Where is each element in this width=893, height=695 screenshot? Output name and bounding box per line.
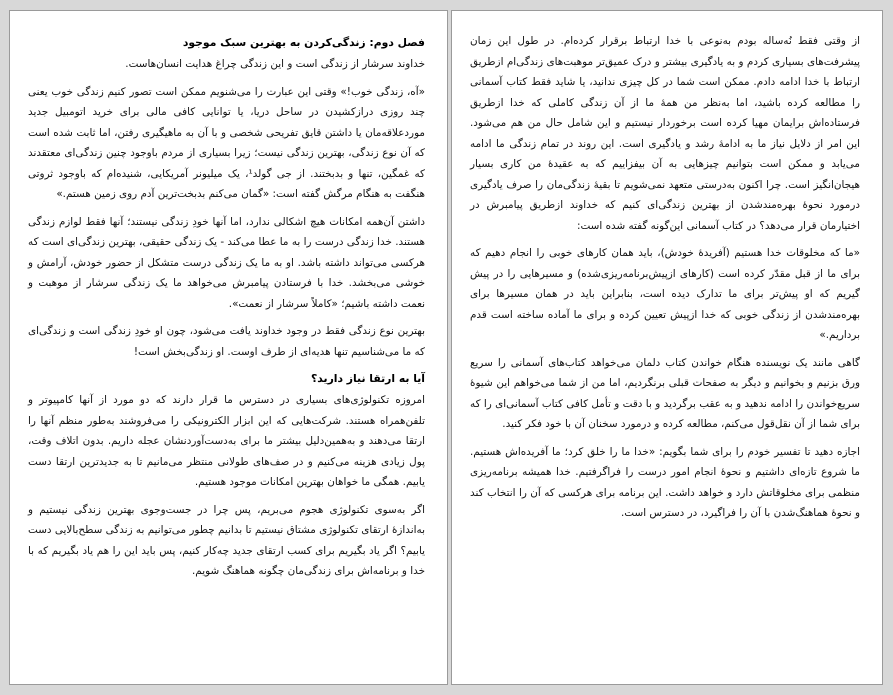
body-paragraph: بهترین نوع زندگی فقط در وجود خداوند یافت می‌شود، چون او خودِ زندگی است و زندگی‌ای که ما می‌شناسیم تنها هدیه‌ای از طرف اوست. او زندگی‌بخش است! [28,325,425,358]
chapter-intro: خداوند سرشار از زندگی است و این زندگی چراغ هدایت انسان‌هاست. [125,58,425,70]
section-subheading: آیا به ارتقا نیاز دارید؟ [311,372,425,385]
body-paragraph: امروزه تکنولوژی‌های بسیاری در دسترس ما قرار دارند که دو مورد از آنها کامپیوتر و تلفن‌همراه هستند. شرکت‌هایی که این ابزار الکترونیکی را می‌فروشند به‌طور منظم آنها را ارتقا می‌دهند و به‌همین‌دلیل بیشتر ما برای به‌دست‌آوردنشان عجله داریم. بدون اتلاف وقت، پول زیادی هزینه می‌کنیم و در صف‌های طولانی منتظر می‌مانیم تا به جدیدترین ارتقا دست یابیم. همگی ما خواهان بهترین امکانات موجود هستیم. [28,394,425,488]
quote-paragraph: «ما که مخلوقات خدا هستیم (آفریدهٔ خودش)، باید همان کارهای خوبی را انجام دهیم که برای ما از قبل مقدّر کرده است (کارهای ازپیش‌برنامه‌ریزی‌شده) و مسیرهایی را در پیش گیریم که او پیش‌تر برای ما تدارک دیده است، بنابراین باید در همان مسیرها برای بهره‌مندشدن از زندگی خوبی که خدا ازپیش تعیین کرده و برای ما آماده ساخته است قدم برداریم.» [470,247,860,341]
body-paragraph: «آه، زندگی خوب!» وقتی این عبارت را می‌شنویم ممکن است تصور کنیم زندگی خوب یعنی چند روزی درازکشیدن در ساحل دریا، یا توانایی کافی مالی برای خرید اتومبیل جدید موردعلاقه‌مان یا داشتن قایق تفریحی شخصی و با آن به ماهیگیری رفتن، اما ثابت شده است که آن نوع زندگی، بهترین زندگی نیست؛ زیرا بسیاری از مردم باوجود چنین زندگی‌ای معتقدند که غمگین، تنها و بدبختند. از جی گولد¹، یک میلیونر آمریکایی، شنیده‌ام که باوجود ثروتی هنگفت به هنگام مرگش گفته است: «گمان می‌کنم بدبخت‌ترین آدم روی زمین هستم.» [28,85,425,200]
body-paragraph: داشتن آن‌همه امکانات هیچ اشکالی ندارد، اما آنها خودِ زندگی نیستند؛ آنها فقط لوازم زندگی هستند. خدا زندگی درست را به ما عطا می‌کند - یک زندگی حقیقی، بهترین زندگی‌ای است که هرکسی می‌تواند داشته باشد. او به ما یک زندگی درست متشکل از حضور خودش، آرامش و خوشی می‌بخشد. خدا با فرستادن پیامبرش می‌خواهد ما یک زندگی سرشار از موهبت و نعمت داشته باشیم؛ «کاملاً سرشار از نعمت». [28,215,425,310]
body-paragraph: اجازه دهید تا تفسیر خودم را برای شما بگویم: «خدا ما را خلق کرد؛ ما آفریده‌اش هستیم. ما شروع تازه‌ای داشتیم و نحوهٔ انجام امور درست را فراگرفتیم. خدا همیشه برنامه‌ریزی منظمی برای مخلوقاتش دارد و خواهد داشت. این برنامه برای هرکسی که آن را انتخاب کند و نحوهٔ هماهنگ‌شدن با آن را فراگیرد، در دسترس است. [470,445,860,519]
left-page [9,10,448,685]
body-paragraph: اگر به‌سوی تکنولوژی هجوم می‌بریم، پس چرا در جست‌وجوی بهترین زندگی نیستیم و به‌اندازهٔ ارتقای تکنولوژی مشتاق نیستیم تا بدانیم چطور می‌توانیم به زندگی سطح‌بالایی دست یابیم؟ اگر یاد بگیریم برای کسب ارتقای جدید چه‌کار کنیم، پس باید این را هم یاد بگیریم که با خدا و برنامه‌اش برای زندگی‌مان چگونه هماهنگ شویم. [28,503,425,577]
body-paragraph: گاهی مانند یک نویسنده هنگام خواندن کتاب دلمان می‌خواهد کتاب‌های آسمانی را سریع ورق بزنیم و بخوانیم و دیگر به صفحات قبلی برنگردیم، اما من از شما می‌خواهم این شیوهٔ سریع‌خواندن را ادامه ندهید و به عقب برگردید و با دقت و تأمل کافی کتاب آسمانی‌ای را که برای شما از آن نقل‌قول می‌کنم، مطالعه کرده و درمورد سخنان آن با خود فکر کنید. [470,356,860,430]
chapter-title: فصل دوم: زندگی‌کردن به بهترین سبک موجود [182,36,425,49]
right-page [451,10,883,685]
body-paragraph: از وقتی فقط نُه‌ساله بودم به‌نوعی با خدا ارتباط برقرار کرده‌ام. در طول این زمان پیشرفت‌های بسیاری کردم و به یادگیری بیشتر و درک عمیق‌تر موهبت‌های زندگی‌ام ازطریق ارتباط با خدا ادامه دادم. ممکن است شما در کل چیزی ندانید، یا شاید فقط کتاب آسمانی را مطالعه کرده باشید، اما به‌نظر من همهٔ ما از آن زندگی کاملی که خدا ازطریق فرستاده‌اش برایمان مهیا کرده است برخوردار نیستیم و این شامل حال من هم می‌شود. این امر از دلایل نیاز ما به ادامهٔ رشد و یادگیری است. این روند در تمام زندگی ما ادامه می‌یابد و ممکن است بتوانیم چیزهایی به آن بیفزاییم که به عقیدهٔ من کاری بسیار هیجان‌انگیز است. چرا اکنون به‌درستی متعهد نمی‌شویم تا بقیهٔ زندگی‌مان را صرف یادگیری درمورد نحوهٔ بهره‌مندشدن از بهترین زندگی‌ای کنیم که خداوند ازطریق پیامبرش در اختیارمان قرار می‌دهد؟ در کتاب آسمانی این‌گونه گفته شده است: [470,35,860,232]
